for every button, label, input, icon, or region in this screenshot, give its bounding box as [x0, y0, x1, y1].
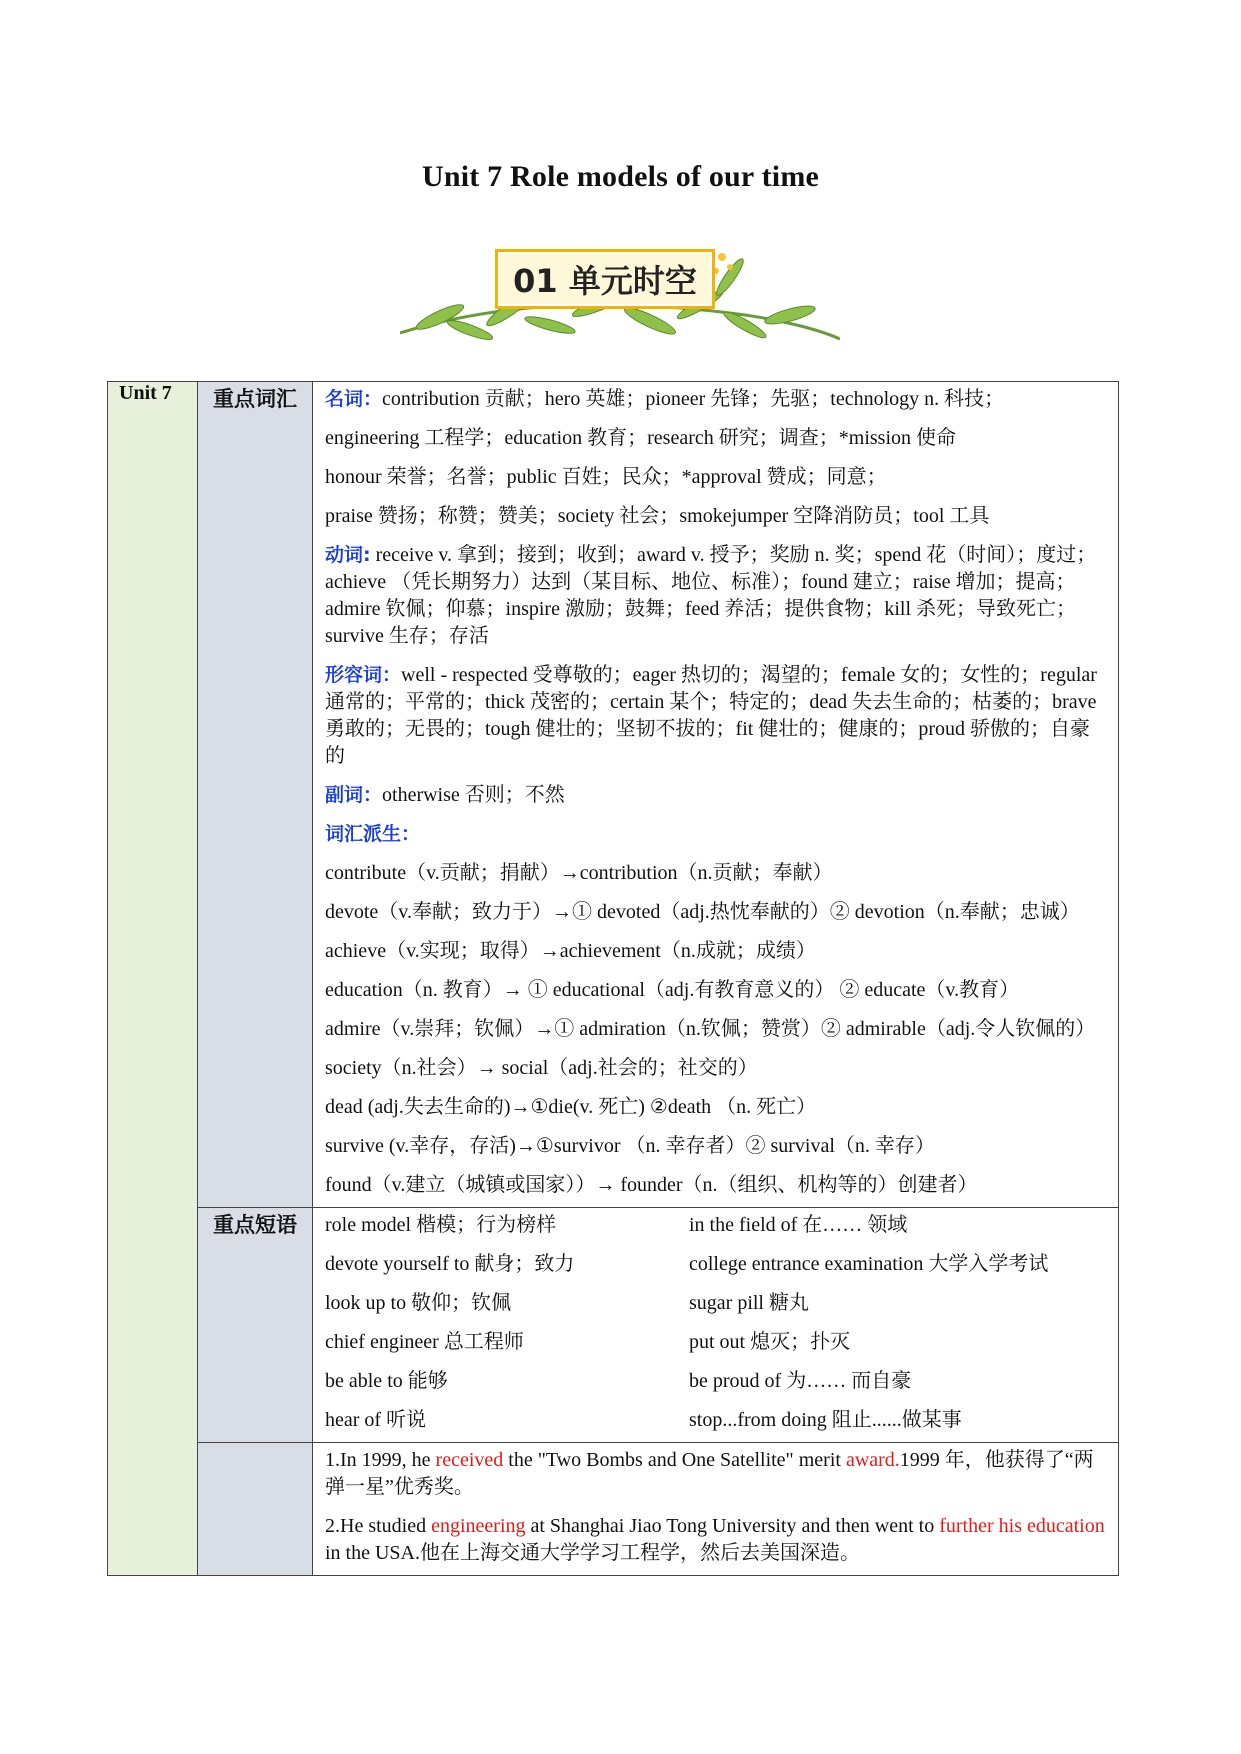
vocab-text: achieve（v.实现；取得）→achievement（n.成就；成绩）	[325, 940, 816, 962]
vocab-text: otherwise 否则；不然	[382, 784, 565, 806]
vocab-line	[325, 860, 1108, 887]
sentence-text: 1999 年，他获得了“两弹一星”优秀奖。	[325, 1449, 1094, 1498]
phrase-left: look up to 敬仰；钦佩	[325, 1292, 512, 1314]
vocab-line	[325, 542, 1108, 650]
vocab-text: admire（v.崇拜；钦佩）→① admiration（n.钦佩；赞赏）② admirable（adj.令人钦佩的）	[325, 1018, 1096, 1040]
phrase-right: be proud of 为…… 而自豪	[689, 1370, 912, 1392]
phrase-left: devote yourself to 献身；致力	[325, 1253, 575, 1275]
vocab-label: 词汇派生：	[325, 823, 421, 845]
page-title: Unit 7 Role models of our time	[421, 160, 820, 193]
vocab-category: 重点词汇	[213, 387, 297, 411]
banner-text: 01 单元时空	[513, 262, 697, 300]
vocab-text: survive (v.幸存，存活)→①survivor （n. 幸存者）② survival（n. 幸存）	[325, 1135, 935, 1157]
sentence-item	[325, 1513, 1108, 1567]
phrase-row	[325, 1212, 1108, 1239]
phrase-row	[325, 1329, 1108, 1356]
vocab-label: 副词：	[325, 784, 383, 806]
vocab-text: found（v.建立（城镇或国家））→ founder（n.（组织、机构等的）创建者）	[325, 1174, 978, 1196]
phrase-left: hear of 听说	[325, 1409, 427, 1431]
phrase-row	[325, 1251, 1108, 1278]
sentence-item	[325, 1447, 1108, 1501]
vocab-line	[325, 782, 1108, 809]
phrase-category-cell	[198, 1208, 313, 1443]
sentence-highlight: engineering	[431, 1515, 526, 1537]
phrase-left: chief engineer 总工程师	[325, 1331, 524, 1353]
vocab-line	[325, 1055, 1108, 1082]
sentence-highlight: award.	[845, 1449, 900, 1471]
vocab-text: dead (adj.失去生命的)→①die(v. 死亡) ②death （n. 死亡）	[325, 1096, 817, 1118]
vocab-text: praise 赞扬；称赞；赞美；society 社会；smokejumper 空降消防员；tool 工具	[325, 505, 990, 527]
sentence-text: 1.In 1999, he	[325, 1449, 436, 1471]
vocab-line	[325, 1172, 1108, 1199]
phrase-content	[313, 1208, 1119, 1443]
vocab-line	[325, 899, 1108, 926]
phrase-left: be able to 能够	[325, 1370, 448, 1392]
sentence-highlight: further his education	[939, 1515, 1105, 1537]
vocab-line	[325, 464, 1108, 491]
vocab-text: education（n. 教育）→ ① educational（adj.有教育意义的） ② educate（v.教育）	[325, 979, 1020, 1001]
phrase-category: 重点短语	[213, 1213, 297, 1237]
phrase-row	[325, 1368, 1108, 1395]
vocab-text: well - respected 受尊敬的；eager 热切的；渴望的；female 女的；女性的；regular 通常的；平常的；thick 茂密的；certain 某个；特定的；dead 失去生命的；枯萎的；brave 勇敢的；无畏的；tough 健壮的；坚韧不拔的；fit 健壮的；健康的；proud 骄傲的；自豪的	[325, 664, 1097, 767]
vocab-text: engineering 工程学；education 教育；research 研究；调查；*mission 使命	[325, 427, 956, 449]
phrase-right: in the field of 在…… 领域	[689, 1214, 908, 1236]
vocab-text: devote（v.奉献；致力于）→① devoted（adj.热忱奉献的）② devotion（n.奉献；忠诚）	[325, 901, 1080, 923]
banner-box	[495, 249, 715, 309]
vocab-line	[325, 1133, 1108, 1160]
sentence-text: in the USA.他在上海交通大学学习工程学，然后去美国深造。	[325, 1542, 860, 1564]
vocab-line	[325, 1094, 1108, 1121]
vocab-content	[313, 382, 1119, 1208]
vocab-line	[325, 662, 1108, 770]
vocab-line	[325, 503, 1108, 530]
vocab-text: society（n.社会）→ social（adj.社会的；社交的）	[325, 1057, 758, 1079]
sentence-text: the "Two Bombs and One Satellite" merit	[503, 1449, 846, 1471]
unit-table	[107, 381, 1119, 1576]
phrase-right: put out 熄灭；扑灭	[689, 1331, 851, 1353]
vocab-text: honour 荣誉；名誉；public 百姓；民众；*approval 赞成；同意；	[325, 466, 887, 488]
sentence-content	[313, 1443, 1119, 1576]
vocab-line	[325, 425, 1108, 452]
sentence-highlight: received	[435, 1449, 504, 1471]
vocab-line	[325, 821, 1108, 848]
phrase-right: stop...from doing 阻止......做某事	[689, 1409, 962, 1431]
vocab-line	[325, 1016, 1108, 1043]
phrase-right: sugar pill 糖丸	[689, 1292, 809, 1314]
vocab-label: 形容词：	[325, 664, 402, 686]
phrase-right: college entrance examination 大学入学考试	[689, 1253, 1049, 1275]
vocab-line	[325, 977, 1108, 1004]
unit-cell	[108, 382, 198, 1576]
unit-label: Unit 7	[119, 382, 172, 404]
vocab-line	[325, 386, 1108, 413]
vocab-category-cell	[198, 382, 313, 1208]
phrase-row	[325, 1290, 1108, 1317]
sentence-text: at Shanghai Jiao Tong University and then went to	[525, 1515, 940, 1537]
phrase-left: role model 楷模；行为榜样	[325, 1214, 557, 1236]
section-banner	[400, 235, 840, 350]
vocab-line	[325, 938, 1108, 965]
vocab-text: contribute（v.贡献；捐献）→contribution（n.贡献；奉献）	[325, 862, 833, 884]
vocab-text: contribution 贡献；hero 英雄；pioneer 先锋；先驱；technology n. 科技；	[382, 388, 1005, 410]
vocab-label: 动词:	[325, 544, 371, 566]
vocab-text: receive v. 拿到；接到；收到；award v. 授予；奖励 n. 奖；spend 花（时间）；度过；achieve （凭长期努力）达到（某目标、地位、标准）；found 建立；raise 增加；提高；admire 钦佩；仰慕；inspire 激励；鼓舞；feed 养活；提供食物；kill 杀死；导致死亡；survive 生存；存活	[325, 544, 1097, 647]
phrase-row	[325, 1407, 1108, 1434]
sentence-text: 2.He studied	[325, 1515, 432, 1537]
sentence-category-cell	[198, 1443, 313, 1576]
vocab-label: 名词：	[325, 388, 383, 410]
